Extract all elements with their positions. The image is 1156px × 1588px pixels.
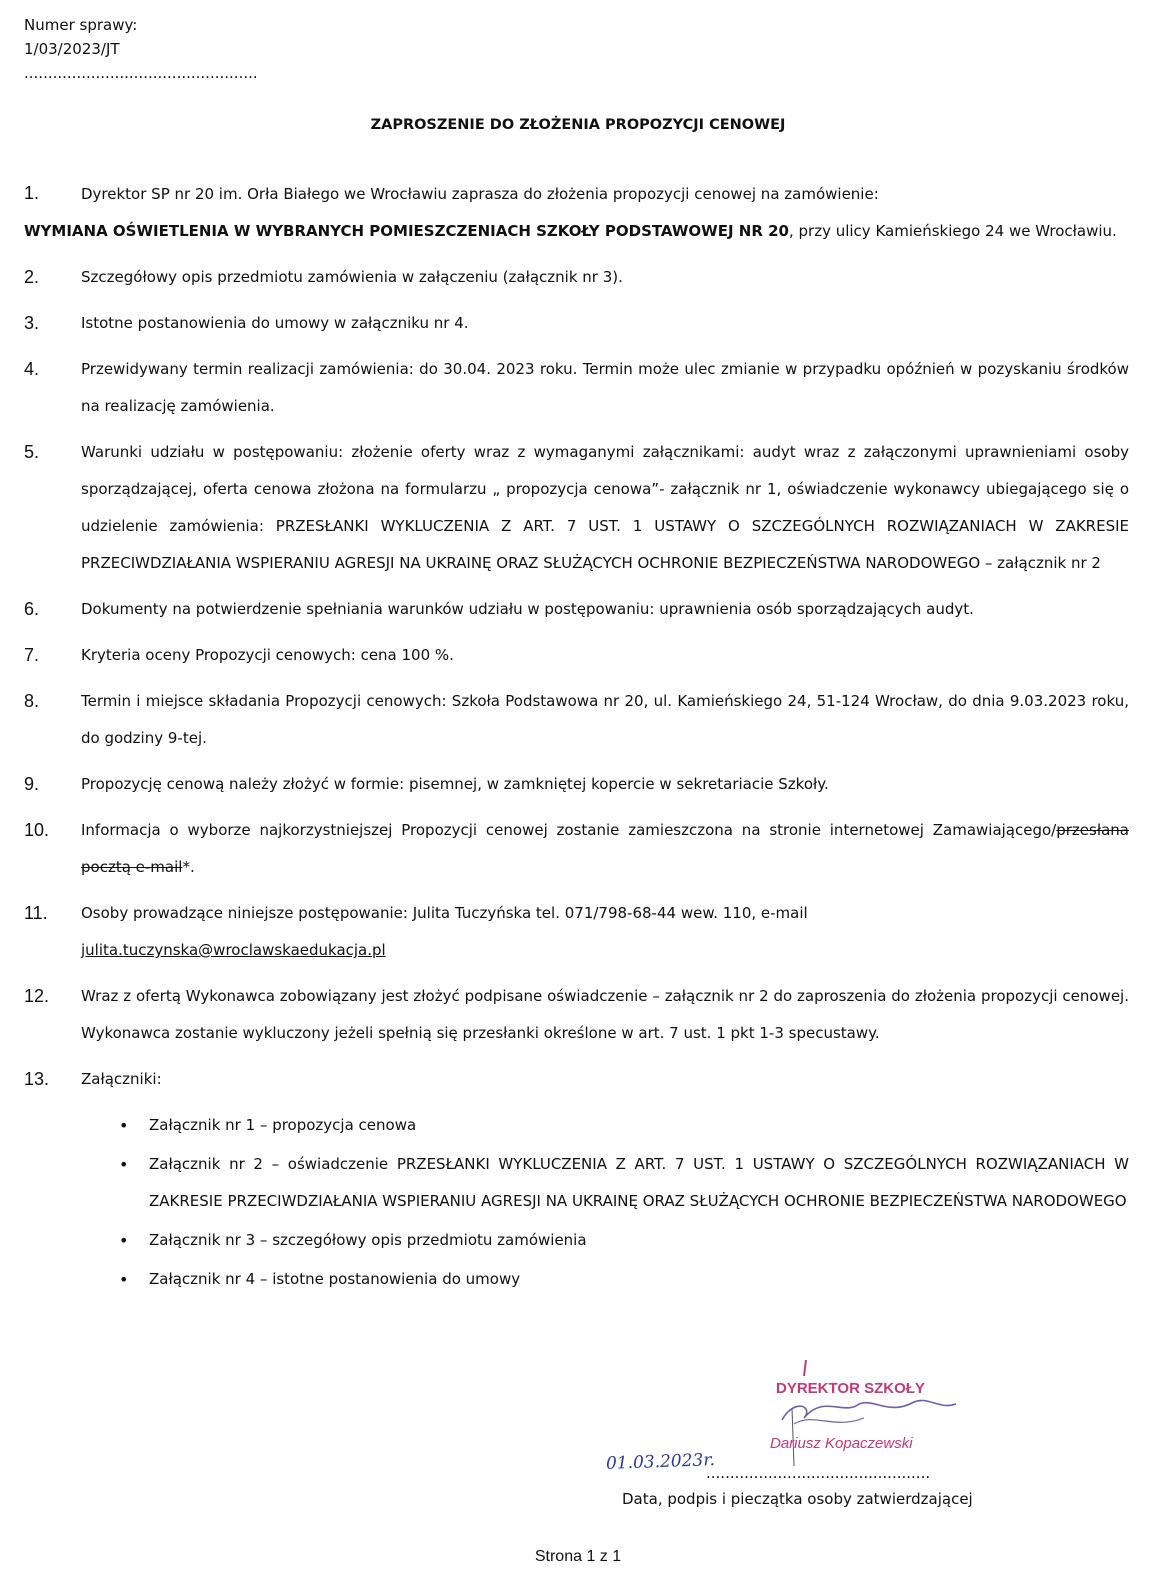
item-text-tail: , przy ulicy Kamieńskiego 24 we Wrocławiu. xyxy=(788,222,1117,240)
list-item-11 xyxy=(24,895,1129,969)
page-title: ZAPROSZENIE DO ZŁOŻENIA PROPOZYCJI CENOWEJ xyxy=(370,117,786,133)
item-text: Dyrektor SP nr 20 im. Orła Białego we Wrocławiu zaprasza do złożenia propozycji cenowej na zamówienie: xyxy=(81,185,879,203)
item-number: 11. xyxy=(24,903,48,923)
item-number: 2. xyxy=(24,267,40,287)
case-dots: ................................................. xyxy=(24,64,258,82)
item-number: 13. xyxy=(24,1069,50,1089)
item-text: Załączniki: xyxy=(81,1070,162,1088)
numbered-list xyxy=(24,175,1129,1300)
attachment-item: • Załącznik nr 4 – istotne postanowienia do umowy xyxy=(149,1261,1129,1298)
attachments-list xyxy=(24,1107,1129,1298)
list-item-9 xyxy=(24,766,1129,803)
item-text: Termin i miejsce składania Propozycji cenowych: Szkoła Podstawowa nr 20, ul. Kamieńskiego 24, 51-124 Wrocław, do dnia 9.03.2023 roku, do godziny 9-tej. xyxy=(81,692,1129,747)
list-item-3 xyxy=(24,305,1129,342)
list-item-4 xyxy=(24,351,1129,425)
stamp-name: Dariusz Kopaczewski xyxy=(770,1435,913,1452)
item-text: Warunki udziału w postępowaniu: złożenie oferty wraz z wymaganymi załącznikami: audyt wraz z załączonymi uprawnieniami osoby sporządzającej, oferta cenowa złożona na formularzu „ propozycja cenowa”- załącznik nr 1, oświadczenie wykonawcy ubiegającego się o udzielenie zamówienia: PRZESŁANKI WYKLUCZENIA Z ART. 7 UST. 1 USTAWY O SZCZEGÓLNYCH ROZWIĄZANIACH W ZAKRESIE PRZECIWDZIAŁANIA WSPIERANIU AGRESJI NA UKRAINĘ ORAZ SŁUŻĄCYCH OCHRONIE BEZPIECZEŃSTWA NARODOWEGO – załącznik nr 2 xyxy=(81,443,1129,572)
list-item-1 xyxy=(24,175,1129,250)
item-number: 10. xyxy=(24,820,50,840)
signature-dots: ............................................... xyxy=(706,1464,931,1482)
item-text: Istotne postanowienia do umowy w załączniku nr 4. xyxy=(81,314,469,332)
list-item-10 xyxy=(24,812,1129,886)
page-footer: Strona 1 z 1 xyxy=(534,1548,622,1565)
item-number: 5. xyxy=(24,442,40,462)
list-item-2 xyxy=(24,259,1129,296)
attachment-item: • Załącznik nr 2 – oświadczenie PRZESŁANKI WYKLUCZENIA Z ART. 7 UST. 1 USTAWY O SZCZEGÓLNYCH ROZWIĄZANIACH W ZAKRESIE PRZECIWDZIAŁANIA WSPIERANIU AGRESJI NA UKRAINĘ ORAZ SŁUŻĄCYCH OCHRONIE BEZPIECZEŃSTWA NARODOWEGO xyxy=(149,1146,1129,1220)
case-label: Numer sprawy: xyxy=(24,16,138,34)
item-text: Przewidywany termin realizacji zamówienia: do 30.04. 2023 roku. Termin może ulec zmianie w przypadku opóźnień w pozyskaniu środków na realizację zamówienia. xyxy=(81,360,1129,415)
item-text: Informacja o wyborze najkorzystniejszej Propozycji cenowej zostanie zamieszczona na stronie internetowej Zamawiającego/ xyxy=(81,821,1057,839)
item-number: 12. xyxy=(24,986,50,1006)
email-link[interactable]: julita.tuczynska@wroclawskaedukacja.pl xyxy=(81,941,386,959)
list-item-5 xyxy=(24,434,1129,582)
item-text: Osoby prowadzące niniejsze postępowanie: Julita Tuczyńska tel. 071/798-68-44 wew. 110, e-mail xyxy=(81,904,808,922)
item-number: 7. xyxy=(24,645,40,665)
signature-label: Data, podpis i pieczątka osoby zatwierdzającej xyxy=(622,1490,973,1508)
list-item-6 xyxy=(24,591,1129,628)
attachment-item: • Załącznik nr 1 – propozycja cenowa xyxy=(149,1107,1129,1144)
item-text: Propozycję cenową należy złożyć w formie: pisemnej, w zamkniętej kopercie w sekretariacie Szkoły. xyxy=(81,775,829,793)
handwritten-date: 01.03.2023r. xyxy=(605,1450,716,1474)
item-text: Dokumenty na potwierdzenie spełniania warunków udziału w postępowaniu: uprawnienia osób sporządzających audyt. xyxy=(81,600,974,618)
stamp-title: DYREKTOR SZKOŁY xyxy=(776,1380,925,1397)
director-stamp xyxy=(764,1358,964,1468)
item-number: 4. xyxy=(24,359,40,379)
case-number: 1/03/2023/JT xyxy=(24,40,120,58)
item-text: Wraz z ofertą Wykonawca zobowiązany jest złożyć podpisane oświadczenie – załącznik nr 2 do zaproszenia do złożenia propozycji cenowej. Wykonawca zostanie wykluczony jeżeli spełnią się przesłanki określone w art. 7 ust. 1 pkt 1-3 specustawy. xyxy=(81,987,1129,1042)
list-item-8 xyxy=(24,683,1129,757)
order-subject: WYMIANA OŚWIETLENIA W WYBRANYCH POMIESZCZENIACH SZKOŁY PODSTAWOWEJ NR 20 xyxy=(24,222,789,240)
item-number: 1. xyxy=(24,183,40,203)
attachment-item: • Załącznik nr 3 – szczegółowy opis przedmiotu zamówienia xyxy=(149,1222,1129,1259)
item-text: Kryteria oceny Propozycji cenowych: cena 100 %. xyxy=(81,646,454,664)
item-text-tail: *. xyxy=(182,858,195,876)
item-number: 3. xyxy=(24,313,40,333)
item-number: 9. xyxy=(24,774,40,794)
item-text: Szczegółowy opis przedmiotu zamówienia w załączeniu (załącznik nr 3). xyxy=(81,268,623,286)
case-header xyxy=(24,13,258,85)
item-number: 8. xyxy=(24,691,40,711)
item-number: 6. xyxy=(24,599,40,619)
struck-text: przesłana pocztą e-mail xyxy=(81,821,1129,876)
list-item-12 xyxy=(24,978,1129,1052)
list-item-13 xyxy=(24,1061,1129,1098)
list-item-7 xyxy=(24,637,1129,674)
